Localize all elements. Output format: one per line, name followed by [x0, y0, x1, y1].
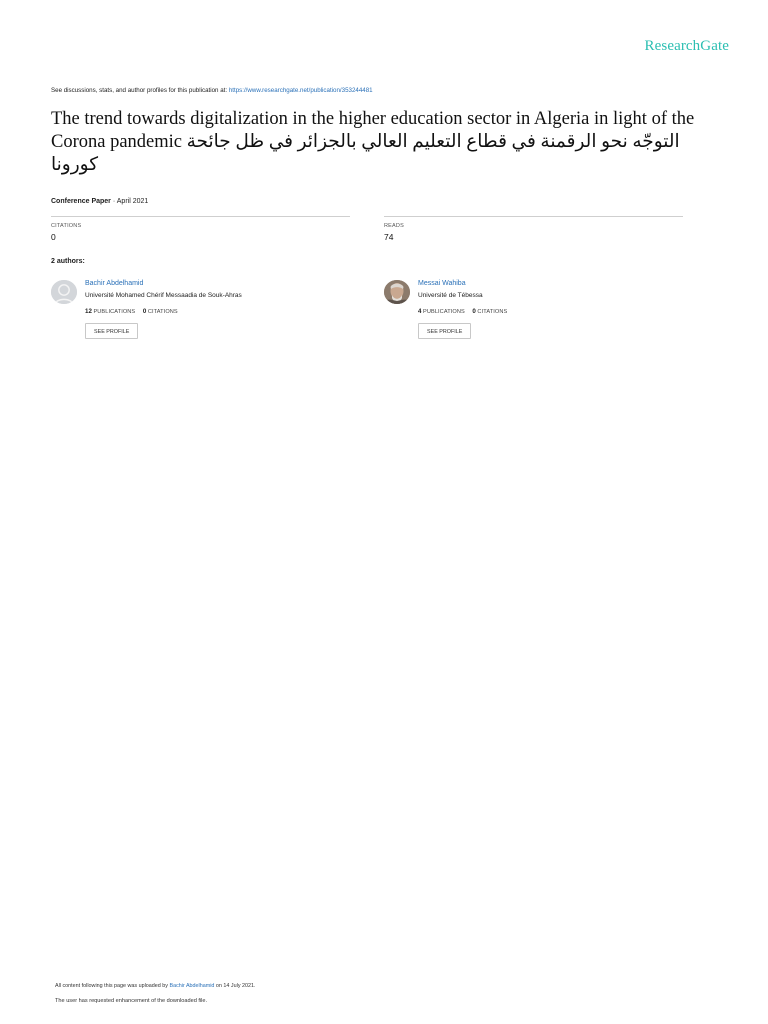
author-institution: Université Mohamed Chérif Messaadia de Souk-Ahras [85, 292, 242, 299]
enhancement-note: The user has requested enhancement of the downloaded file. [55, 998, 208, 1004]
publications-label: PUBLICATIONS [93, 309, 136, 315]
publications-count: 12 [85, 308, 92, 315]
citations-value: 0 [51, 232, 56, 242]
author-name[interactable]: Bachir Abdelhamid [85, 280, 144, 287]
upload-note [55, 983, 256, 989]
citations-label: CITATIONS [51, 223, 82, 229]
author-stats [85, 308, 184, 315]
authors-heading: 2 authors: [51, 258, 85, 265]
author-institution: Université de Tébessa [418, 292, 483, 299]
reads-label: READS [384, 223, 404, 229]
discussion-text: See discussions, stats, and author profiles for this publication at: [51, 87, 229, 94]
discussion-line [51, 87, 373, 94]
paper-date: · April 2021 [110, 198, 149, 205]
author-name[interactable]: Messai Wahiba [418, 280, 466, 287]
paper-type [51, 198, 148, 205]
see-profile-button[interactable]: SEE PROFILE [85, 323, 138, 339]
publications-label: PUBLICATIONS [423, 309, 465, 315]
publication-link[interactable]: https://www.researchgate.net/publication/353244481 [228, 87, 373, 94]
citations-stat [51, 216, 350, 242]
avatar-placeholder-icon[interactable] [51, 280, 77, 304]
see-profile-button[interactable]: SEE PROFILE [418, 323, 471, 339]
author-card [51, 280, 351, 344]
citations-label: CITATIONS [477, 309, 508, 315]
researchgate-logo[interactable]: ResearchGate [644, 38, 729, 54]
citations-label: CITATIONS [147, 309, 178, 315]
paper-type-label: Conference Paper [51, 198, 111, 205]
reads-stat [384, 216, 683, 242]
upload-suffix: on 14 July 2021. [214, 983, 256, 989]
publications-count: 4 [418, 308, 422, 315]
avatar-photo-icon[interactable] [384, 280, 410, 304]
uploader-link[interactable]: Bachir Abdelhamid [169, 983, 215, 989]
citations-count: 0 [142, 308, 147, 315]
reads-value: 74 [384, 232, 394, 242]
author-stats [418, 308, 513, 315]
paper-title: The trend towards digitalization in the higher education sector in Algeria in light of the Corona pandemic التوجّه نحو الرقمنة في قطاع التعليم العالي بالجزائر في ظل جائحة كورونا [51, 109, 695, 175]
upload-prefix: All content following this page was uploaded by [55, 983, 170, 989]
citations-count: 0 [472, 308, 476, 315]
author-card [384, 280, 684, 344]
